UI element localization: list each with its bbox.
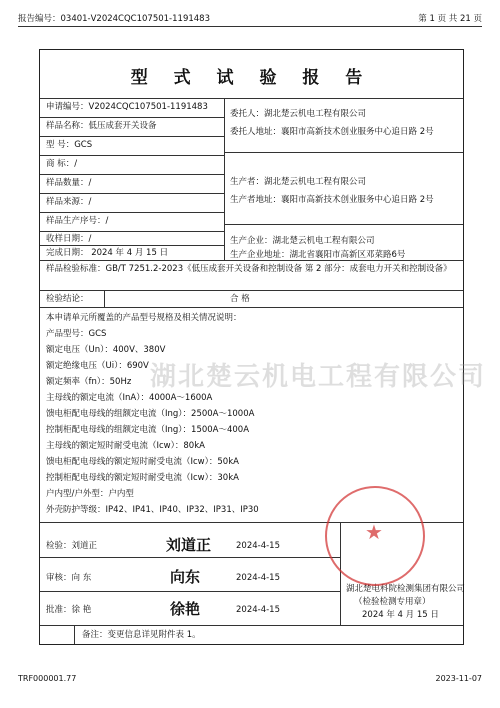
approver-label: 批准：徐 艳: [46, 605, 92, 615]
test-standard: 样品检验标准：GB/T 7251.2-2023《低压成套开关设备和控制设备 第 2 部分：成套电力开关和控制设备》: [46, 264, 452, 274]
divider-note: [40, 625, 463, 626]
row-divider: [40, 231, 224, 232]
manufacturer-address: 生产者地址：襄阳市高新技术创业服务中心追日路 2号: [230, 195, 434, 205]
approver-date: 2024-4-15: [236, 605, 280, 615]
divider-title: [40, 98, 463, 99]
row-divider: [40, 136, 224, 137]
form-date: 2023-11-07: [435, 674, 482, 683]
inspector-label: 检验：刘道正: [46, 541, 98, 551]
trademark: 商 标：/: [46, 159, 78, 169]
detail-line: 额定绝缘电压（Ui）：690V: [46, 361, 149, 371]
conclusion-value: 合 格: [230, 294, 250, 304]
row-divider: [40, 117, 224, 118]
conclusion-divider: [104, 290, 105, 307]
issuer-seal-label: （检验检测专用章）: [354, 597, 431, 607]
divider-details: [40, 307, 463, 308]
official-seal: [325, 486, 425, 586]
row-divider: [224, 152, 463, 153]
detail-line: 主母线的额定电流（InA）：4000A～1600A: [46, 393, 213, 403]
sample-quantity: 样品数量：/: [46, 178, 92, 188]
row-divider: [40, 212, 224, 213]
star-icon: ★: [365, 520, 383, 544]
factory-address: 生产企业地址：湖北省襄阳市高新区邓菜路6号: [230, 250, 406, 260]
watermark: 湖北楚云机电工程有限公司: [150, 362, 487, 392]
row-divider: [40, 193, 224, 194]
sample-name: 样品名称：低压成套开关设备: [46, 121, 157, 131]
column-divider: [224, 98, 225, 260]
issue-date: 2024 年 4 月 15 日: [362, 610, 439, 620]
details-intro: 本申请单元所覆盖的产品型号规格及相关情况说明：: [46, 313, 242, 323]
conclusion-label: 检验结论：: [46, 294, 89, 304]
application-number: 申请编号：V2024CQC107501-1191483: [46, 102, 208, 112]
detail-line: 额定频率（fn）：50Hz: [46, 377, 132, 387]
detail-line: 控制柜配电母线的额定短时耐受电流（Icw）：30kA: [46, 473, 239, 483]
factory-name: 生产企业：湖北楚云机电工程有限公司: [230, 236, 375, 246]
detail-line: 额定电压（Un）：400V、380V: [46, 345, 166, 355]
detail-line: 户内型/户外型：户内型: [46, 489, 134, 499]
report-header: [18, 12, 482, 24]
sample-serial-number: 样品生产序号：/: [46, 216, 109, 226]
page-indicator: 第 1 页 共 21 页: [418, 14, 482, 24]
issuer-name: 湖北楚电科院检测集团有限公司: [346, 584, 466, 594]
row-divider: [224, 224, 463, 225]
reviewer-signature: 向东: [170, 568, 201, 586]
report-number: 报告编号：03401-V2024CQC107501-1191483: [18, 14, 210, 24]
received-date: 收样日期：/: [46, 234, 92, 244]
client-name: 委托人：湖北楚云机电工程有限公司: [230, 109, 367, 119]
note-divider: [74, 625, 75, 644]
form-number: TRF000001.77: [18, 674, 77, 683]
form-footer: [18, 674, 482, 683]
detail-line: 馈电柜配电母线的组额定电流（Ing）：2500A～1000A: [46, 409, 255, 419]
detail-line: 主母线的额定短时耐受电流（Icw）：80kA: [46, 441, 205, 451]
sample-source: 样品来源：/: [46, 197, 92, 207]
row-divider: [40, 155, 224, 156]
detail-line: 馈电柜配电母线的额定短时耐受电流（Icw）：50kA: [46, 457, 239, 467]
reviewer-label: 审核：向 东: [46, 573, 92, 583]
detail-line: 产品型号：GCS: [46, 329, 107, 339]
inspector-signature: 刘道正: [166, 536, 212, 554]
row-divider: [40, 591, 340, 592]
reviewer-date: 2024-4-15: [236, 573, 280, 583]
completion-date: 完成日期： 2024 年 4 月 15 日: [46, 248, 169, 258]
note: 备注：变更信息详见附件表 1。: [82, 630, 201, 640]
report-frame: [39, 49, 487, 645]
approver-signature: 徐艳: [170, 600, 201, 618]
row-divider: [40, 174, 224, 175]
row-divider: [40, 557, 340, 558]
manufacturer-name: 生产者：湖北楚云机电工程有限公司: [230, 177, 367, 187]
inspector-date: 2024-4-15: [236, 541, 280, 551]
client-address: 委托人地址：襄阳市高新技术创业服务中心追日路 2号: [230, 127, 434, 137]
divider-basis: [40, 260, 463, 261]
detail-line: 控制柜配电母线的组额定电流（Ing）：1500A～400A: [46, 425, 250, 435]
detail-line: 外壳防护等级：IP42、IP41、IP40、IP32、IP31、IP30: [46, 505, 259, 515]
row-divider: [40, 245, 224, 246]
report-title: 型 式 试 验 报 告: [130, 68, 373, 88]
header-divider: [18, 26, 482, 27]
sample-model: 型 号：GCS: [46, 140, 93, 150]
